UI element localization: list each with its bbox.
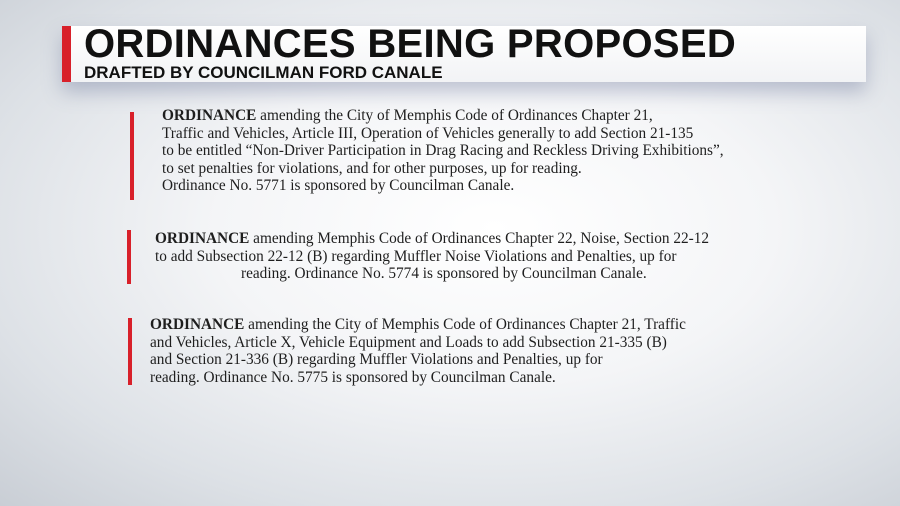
page-subtitle: DRAFTED BY COUNCILMAN FORD CANALE (84, 63, 443, 82)
ordinance-2-line-2: to add Subsection 22-12 (B) regarding Muffler Noise Violations and Penalties, up for (155, 247, 677, 265)
page-title: ORDINANCES BEING PROPOSED (84, 22, 737, 66)
ordinance-3-line-3: and Section 21-336 (B) regarding Muffler Violations and Penalties, up for (150, 351, 603, 369)
ordinance-3-text (150, 316, 686, 386)
ordinance-1-line-3: to be entitled “Non-Driver Participation in Drag Racing and Reckless Driving Exhibitions”, (162, 142, 724, 160)
ordinance-1-keyword: ORDINANCE (162, 107, 257, 124)
header-accent-bar (62, 26, 71, 82)
ordinance-3-keyword: ORDINANCE (150, 316, 245, 333)
ordinance-1-line-5: Ordinance No. 5771 is sponsored by Councilman Canale. (162, 177, 515, 195)
ordinance-1-marker (130, 112, 134, 200)
ordinance-2-line-3: reading. Ordinance No. 5774 is sponsored by Councilman Canale. (241, 265, 647, 283)
ordinance-3-line-2: and Vehicles, Article X, Vehicle Equipment and Loads to add Subsection 21-335 (B) (150, 333, 667, 351)
ordinance-1-line-1: ORDINANCE amending the City of Memphis Code of Ordinances Chapter 21, (162, 107, 653, 124)
ordinance-2-marker (127, 230, 131, 284)
ordinance-1-line-2: Traffic and Vehicles, Article III, Operation of Vehicles generally to add Section 21-135 (162, 124, 694, 142)
ordinance-1-line-4: to set penalties for violations, and for other purposes, up for reading. (162, 159, 582, 177)
ordinance-3-line-4: reading. Ordinance No. 5775 is sponsored by Councilman Canale. (150, 368, 556, 386)
ordinance-3-line-1: ORDINANCE amending the City of Memphis Code of Ordinances Chapter 21, Traffic (150, 316, 686, 333)
ordinance-2-line-1: ORDINANCE amending Memphis Code of Ordinances Chapter 22, Noise, Section 22-12 (155, 230, 710, 247)
ordinance-3-marker (128, 318, 132, 385)
ordinance-2-keyword: ORDINANCE (155, 230, 250, 247)
ordinance-1-text (162, 107, 724, 195)
ordinance-2-text (155, 230, 709, 283)
